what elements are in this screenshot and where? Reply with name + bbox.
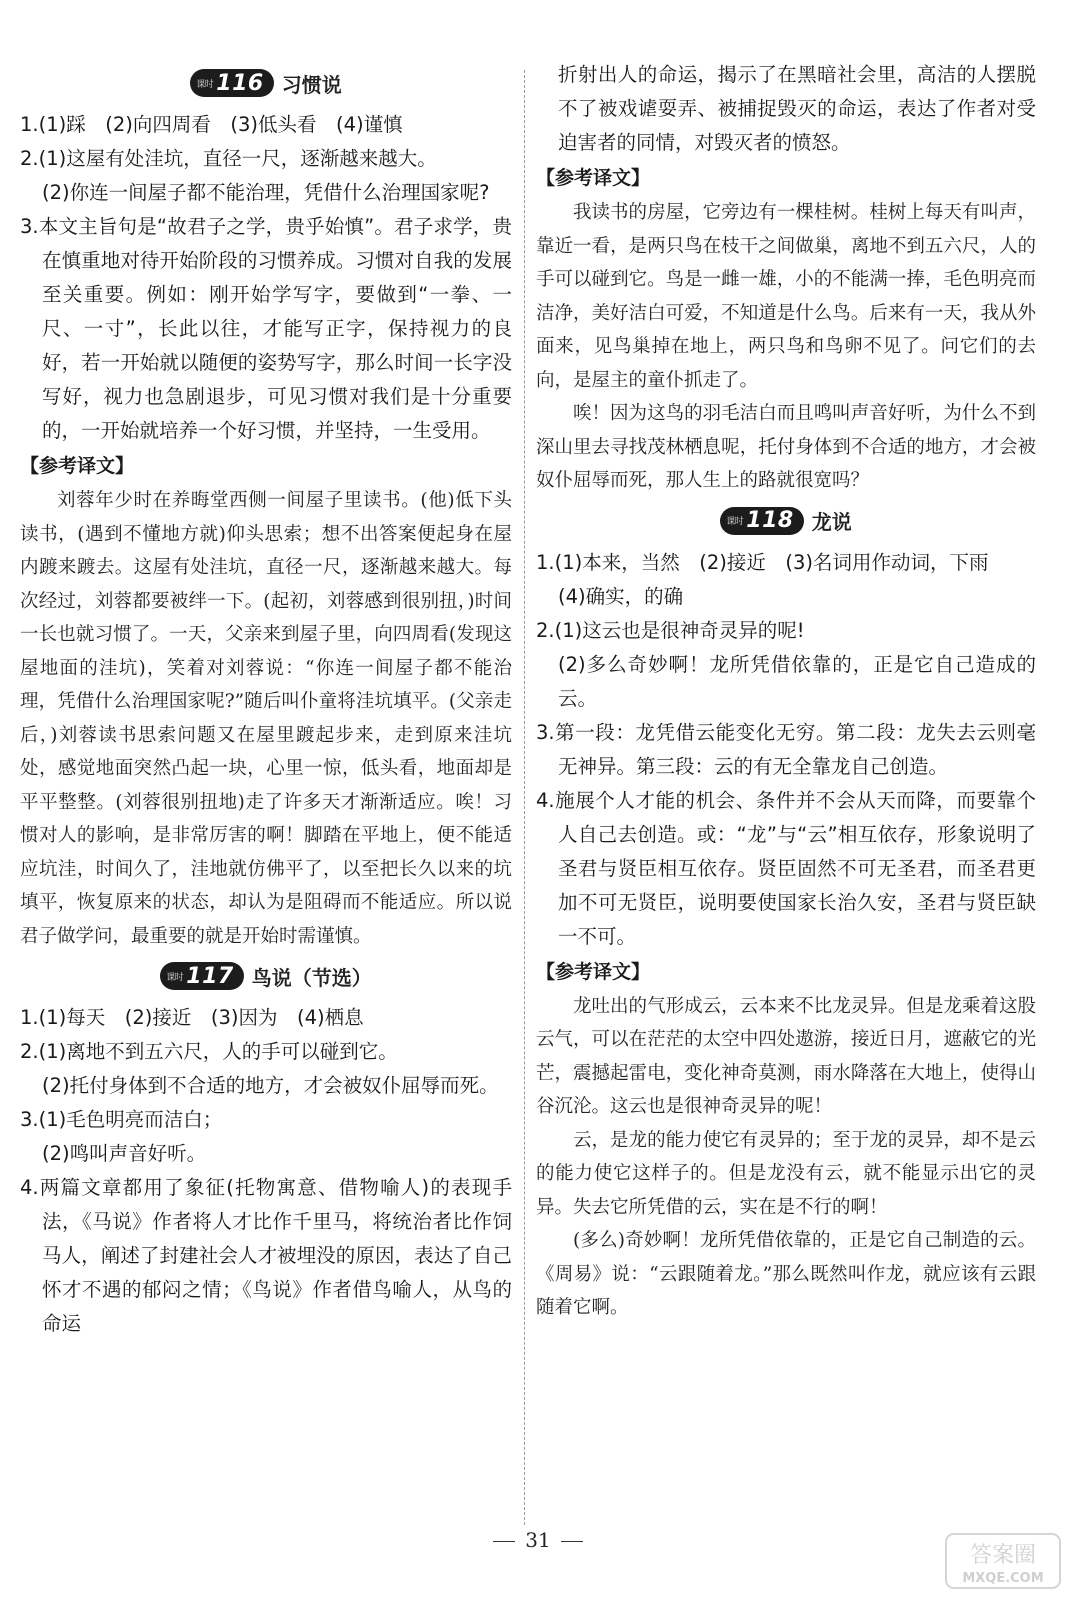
footer-dash [493, 1541, 515, 1542]
column-divider [524, 70, 525, 1525]
answer-2-2: (2)你连一间屋子都不能治理，凭借什么治理国家呢? [42, 181, 490, 204]
page-footer [0, 1528, 1076, 1552]
translation-paragraph: 我读书的房屋，它旁边有一棵桂树。桂树上每天有叫声，靠近一看，是两只鸟在枝干之间做巢，离地不到五六尺，人的手可以碰到它。鸟是一雌一雄，小的不能满一捧，毛色明亮而洁净，美好洁白可爱，不知道是什么鸟。后来有一天，我从外面来，见鸟巢掉在地上，两只鸟和鸟卵不见了。问它们的去向，是屋主的童仆抓走了。 [536, 202, 1036, 391]
lesson-badge-116 [190, 69, 273, 97]
left-column [20, 60, 512, 1341]
page-number: 31 [525, 1528, 551, 1552]
answer-2-2: (2)托付身体到不合适的地方，才会被奴仆屈辱而死。 [42, 1074, 499, 1097]
answer-3: 3.第一段：龙凭借云能变化无穷。第二段：龙失去云则毫无神异。第三段：云的有无全靠龙自己创造。 [536, 720, 1036, 778]
answer-3-1: 3.(1)毛色明亮而洁白； [20, 1108, 223, 1131]
answer-4-continued: 折射出人的命运，揭示了在黑暗社会里，高洁的人摆脱不了被戏谑耍弄、被捕捉毁灭的命运，表达了作者对受迫害者的同情，对毁灭者的愤怒。 [558, 63, 1036, 154]
answer-2-2: (2)多么奇妙啊！龙所凭借依靠的，正是它自己造成的云。 [558, 652, 1036, 710]
footer-dash [561, 1541, 583, 1542]
section-117-header [20, 955, 512, 997]
answer-1: 1.(1)本来，当然 (2)接近 (3)名词用作动词，下雨 [536, 550, 989, 574]
translation-paragraph: 唉！因为这鸟的羽毛洁白而且鸣叫声音好听，为什么不到深山里去寻找茂林栖息呢，托付身体到不合适的地方，才会被奴仆屈辱而死，那人生上的路就很宽吗？ [536, 403, 1036, 491]
badge-number: 116 [216, 70, 264, 96]
section-116-header [20, 62, 512, 104]
lesson-badge-118 [720, 507, 803, 535]
lesson-badge-117 [160, 962, 243, 990]
section-title: 习惯说 [281, 72, 342, 97]
answer-1-cont: (4)确实，的确 [558, 584, 684, 608]
answer-2-1: 2.(1)这屋有处洼坑，直径一尺，逐渐越来越大。 [20, 147, 437, 170]
watermark-title: 答案圈 [969, 1543, 1037, 1568]
answer-2-1: 2.(1)这云也是很神奇灵异的呢! [536, 618, 805, 642]
answer-3: 3.本文主旨句是“故君子之学，贵乎始慎”。君子求学，贵在慎重地对待开始阶段的习惯养成。习惯对自我的发展至关重要。例如：刚开始学写字，要做到“一拳、一尺、一寸”，长此以往，才能写正字，保持视力的良好，若一开始就以随便的姿势写字，那么时间一长字没写好，视力也急剧退步，可见习惯对我们是十分重要的，一开始就培养一个好习惯，并坚持，一生受用。 [20, 215, 512, 442]
answer-1: 1.(1)每天 (2)接近 (3)因为 (4)栖息 [20, 1006, 364, 1029]
right-column [536, 60, 1036, 1325]
badge-number: 117 [186, 963, 234, 989]
answer-3-2: (2)鸣叫声音好听。 [42, 1142, 207, 1165]
section-title: 鸟说（节选） [251, 965, 372, 990]
answer-4: 4.两篇文章都用了象征(托物寓意、借物喻人)的表现手法，《马说》作者将人才比作千里马，将统治者比作饲马人，阐述了封建社会人才被埋没的原因，表达了自己怀才不遇的郁闷之情；《鸟说》作者借鸟喻人，从鸟的命运 [20, 1176, 512, 1335]
answer-2-1: 2.(1)离地不到五六尺，人的手可以碰到它。 [20, 1040, 398, 1063]
section-title: 龙说 [811, 510, 852, 534]
reference-translation-label: 【参考译文】 [536, 960, 651, 983]
section-118-header [536, 500, 1036, 542]
answer-1: 1.(1)踩 (2)向四周看 (3)低头看 (4)谨慎 [20, 113, 403, 136]
badge-tag: 课时 [196, 79, 214, 90]
answer-4: 4.施展个人才能的机会、条件并不会从天而降，而要靠个人自己去创造。或：“龙”与“云”相互依存，形象说明了圣君与贤臣相互依存。贤臣固然不可无圣君，而圣君更加不可无贤臣，说明要使国家长治久安，圣君与贤臣缺一不可。 [536, 788, 1036, 948]
translation-paragraph: 刘蓉年少时在养晦堂西侧一间屋子里读书。(他)低下头读书，(遇到不懂地方就)仰头思索；想不出答案便起身在屋内踱来踱去。这屋有处洼坑，直径一尺，逐渐越来越大。每次经过，刘蓉都要被绊一下。(起初，刘蓉感到很别扭，)时间一长也就习惯了。一天，父亲来到屋子里，向四周看(发现这屋地面的洼坑)，笑着对刘蓉说：“你连一间屋子都不能治理，凭借什么治理国家呢?”随后叫仆童将洼坑填平。(父亲走后，)刘蓉读书思索问题又在屋里踱起步来，走到原来洼坑处，感觉地面突然凸起一块，心里一惊，低头看，地面却是平平整整。(刘蓉很别扭地)走了许多天才渐渐适应。唉！习惯对人的影响，是非常厉害的啊！脚踏在平地上，便不能适应坑洼，时间久了，洼地就仿佛平了，以至把长久以来的坑填平，恢复原来的状态，却认为是阻碍而不能适应。所以说君子做学问，最重要的就是开始时需谨慎。 [20, 490, 512, 947]
translation-paragraph: (多么)奇妙啊！龙所凭借依靠的，正是它自己制造的云。《周易》说：“云跟随着龙。”那么既然叫作龙，就应该有云跟随着它啊。 [536, 1230, 1036, 1318]
watermark-url: MXQE.COM [962, 1571, 1044, 1586]
reference-translation-label: 【参考译文】 [20, 455, 135, 477]
badge-tag: 课时 [726, 517, 744, 527]
badge-tag: 课时 [166, 972, 184, 983]
translation-paragraph: 云，是龙的能力使它有灵异的；至于龙的灵异，却不是云的能力使它这样子的。但是龙没有云，就不能显示出它的灵异。失去它所凭借的云，实在是不行的啊！ [536, 1129, 1036, 1218]
reference-translation-label: 【参考译文】 [536, 167, 651, 189]
translation-paragraph: 龙吐出的气形成云，云本来不比龙灵异。但是龙乘着这股云气，可以在茫茫的太空中四处遨游，接近日月，遮蔽它的光芒，震撼起雷电，变化神奇莫测，雨水降落在大地上，使得山谷沉沦。这云也是很神奇灵异的呢！ [536, 995, 1036, 1117]
watermark-logo-icon [944, 1532, 1062, 1590]
badge-number: 118 [746, 508, 794, 533]
